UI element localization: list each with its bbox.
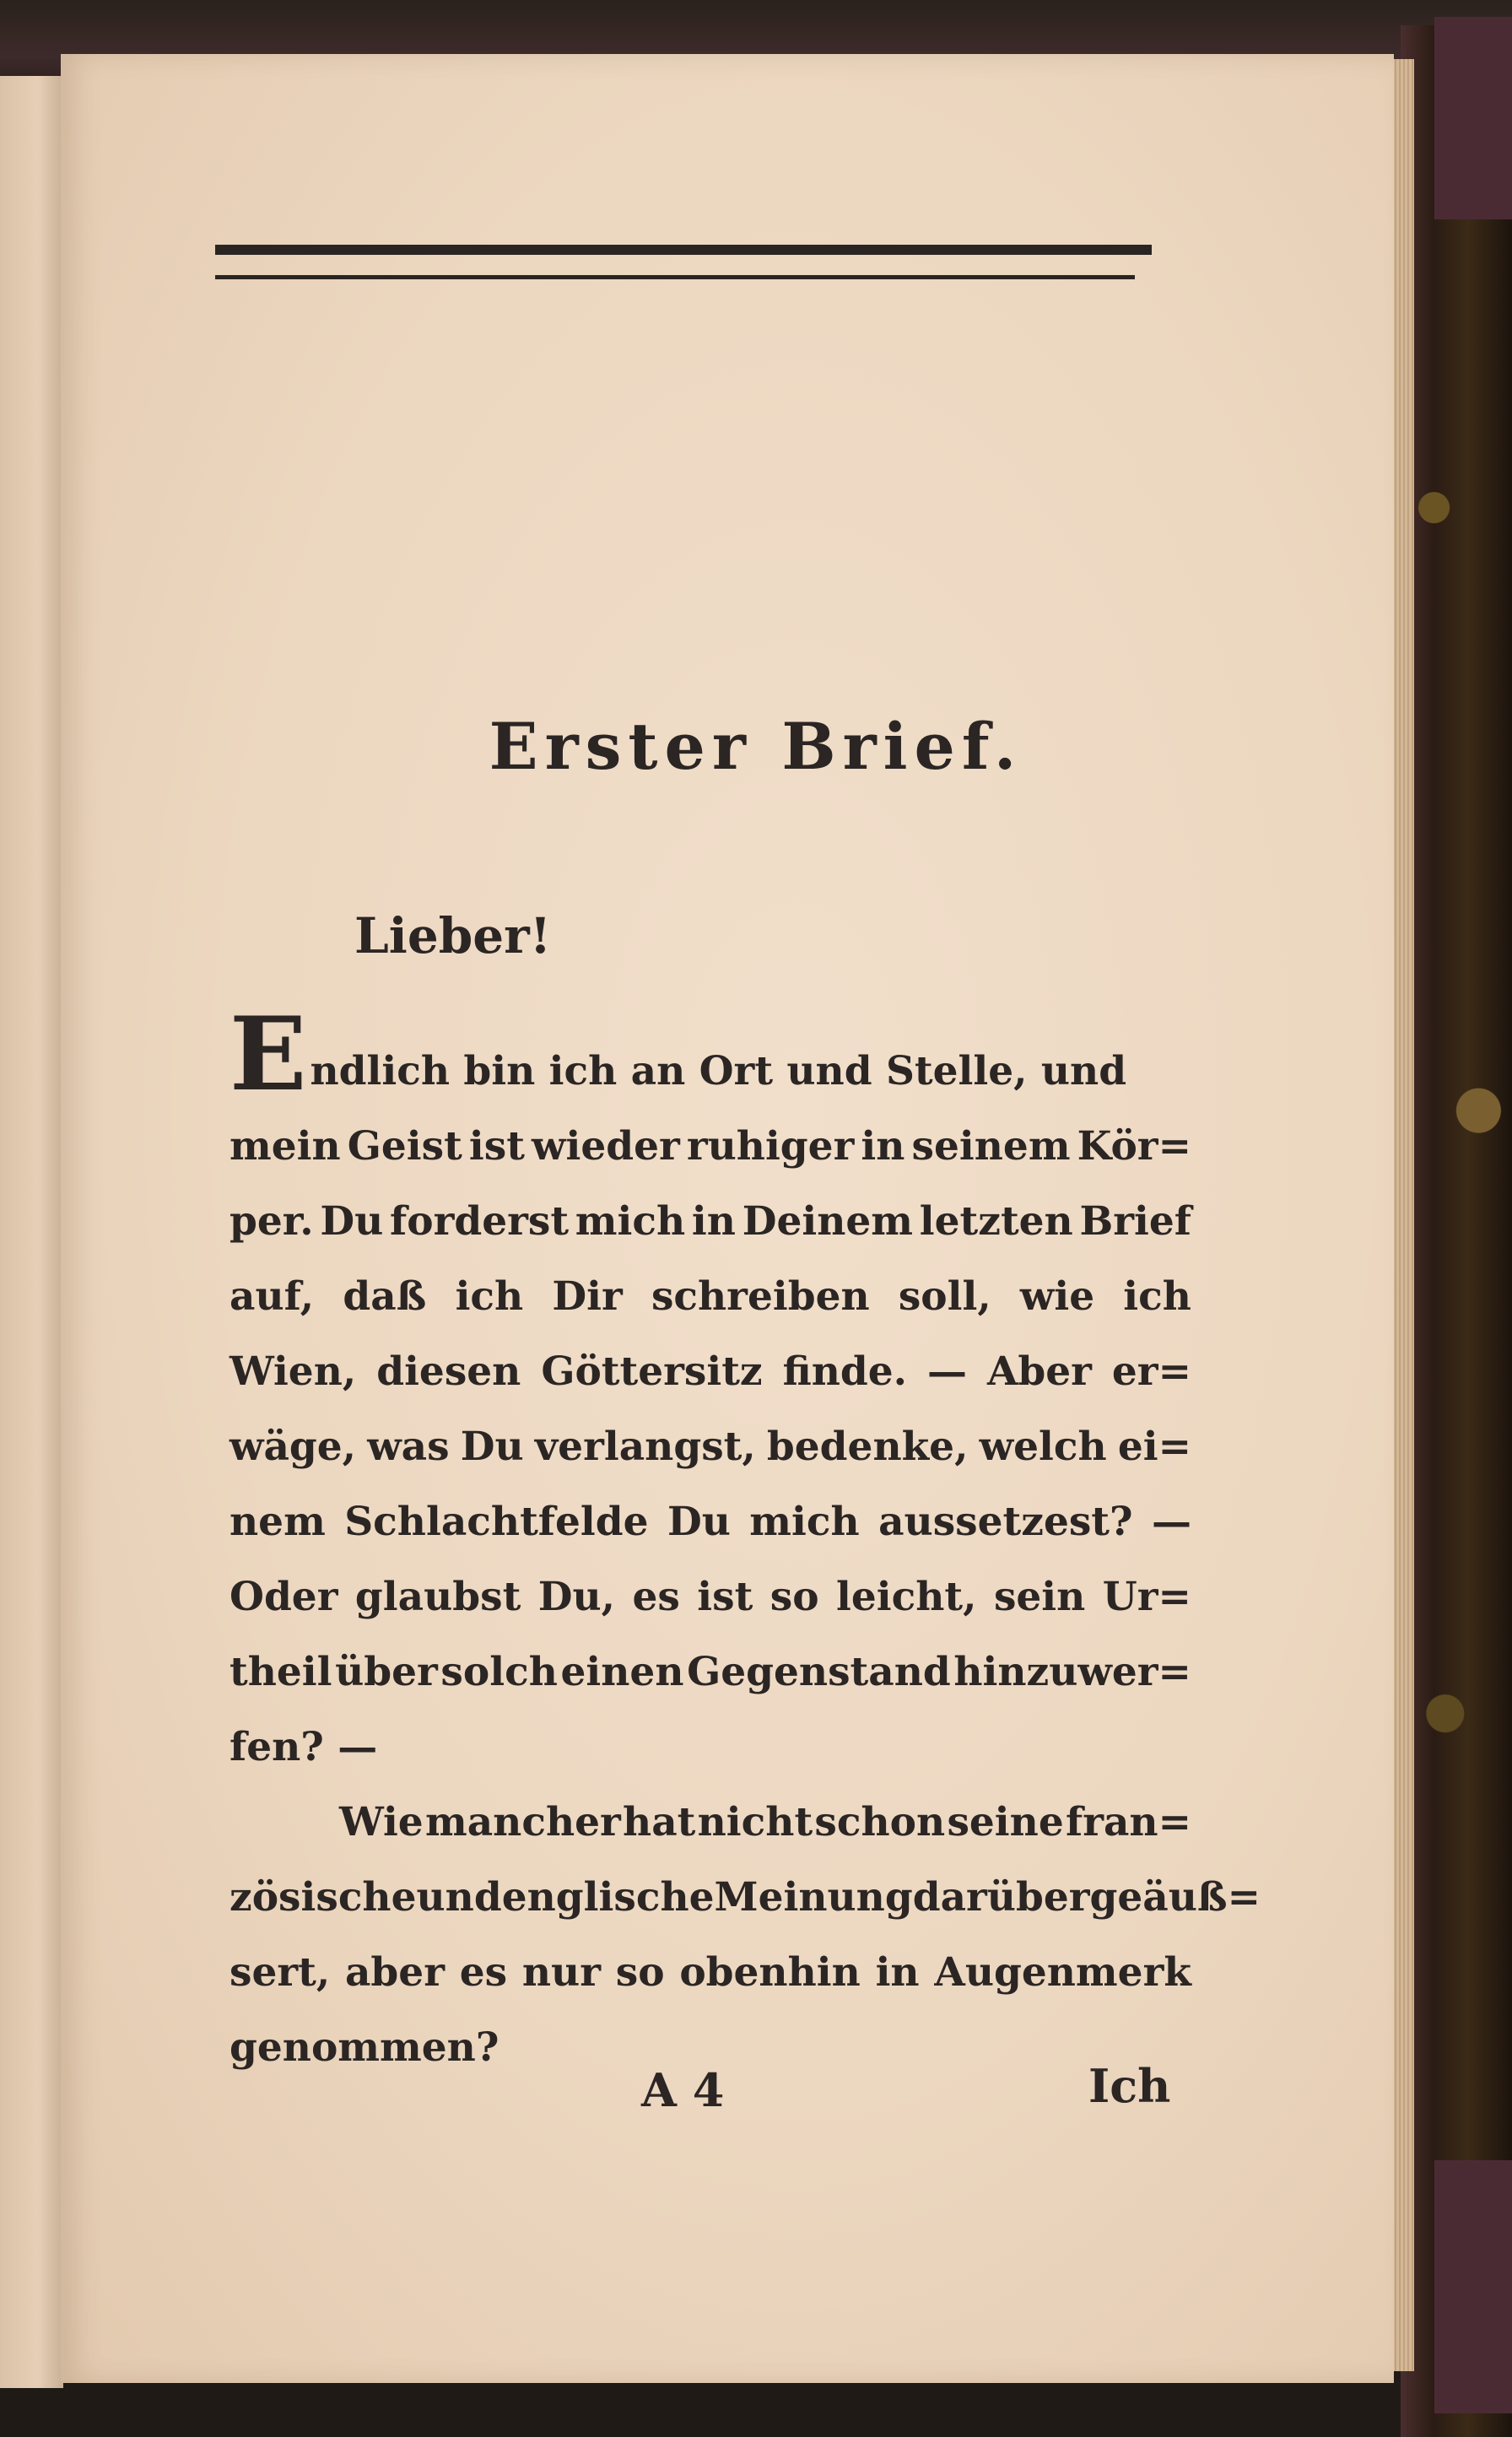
signature-mark: A 4 bbox=[641, 2063, 725, 2117]
facing-page-edge bbox=[0, 76, 63, 2388]
text-line: fen? — bbox=[230, 1724, 378, 1770]
text-line: sert, aber es nur so obenhin in Augenmerk bbox=[230, 1949, 1191, 1996]
header-rule-thick bbox=[215, 245, 1152, 255]
text-line: wäge, was Du verlangst, bedenke, welch ei= bbox=[230, 1424, 1191, 1470]
book-corner-top bbox=[1434, 17, 1512, 219]
text-line: mein Geist ist wieder ruhiger in seinem Kör= bbox=[230, 1123, 1191, 1170]
text-line: Wien, diesen Göttersitz finde. — Aber er= bbox=[230, 1348, 1191, 1395]
text-line: genommen? bbox=[230, 2024, 500, 2071]
book-corner-bottom bbox=[1434, 2160, 1512, 2413]
letter-body bbox=[230, 995, 1261, 2085]
text-line: theil über solch einen Gegenstand hinzuwer= bbox=[230, 1649, 1191, 1695]
text-line: auf, daß ich Dir schreiben soll, wie ich bbox=[230, 1273, 1191, 1320]
book-cover-marbled bbox=[1401, 25, 1512, 2437]
catchword: Ich bbox=[1088, 2059, 1171, 2113]
letter-heading: Erster Brief. bbox=[489, 709, 1023, 784]
text-line: Oder glaubst Du, es ist so leicht, sein Ur= bbox=[230, 1574, 1191, 1620]
text-line: per. Du forderst mich in Deinem letzten Brief bbox=[230, 1198, 1191, 1245]
text-line: zösische und englische Meinung darüber geäuß= bbox=[230, 1874, 1261, 1921]
header-rule-thin bbox=[215, 275, 1135, 279]
salutation: Lieber! bbox=[354, 907, 552, 965]
text-line: Endlich bin ich an Ort und Stelle, und bbox=[230, 995, 1127, 1114]
text-line: Wie mancher hat nicht schon seine fran= bbox=[339, 1799, 1191, 1845]
drop-cap: E bbox=[230, 995, 307, 1114]
text-line: nem Schlachtfelde Du mich aussetzest? — bbox=[230, 1499, 1191, 1545]
